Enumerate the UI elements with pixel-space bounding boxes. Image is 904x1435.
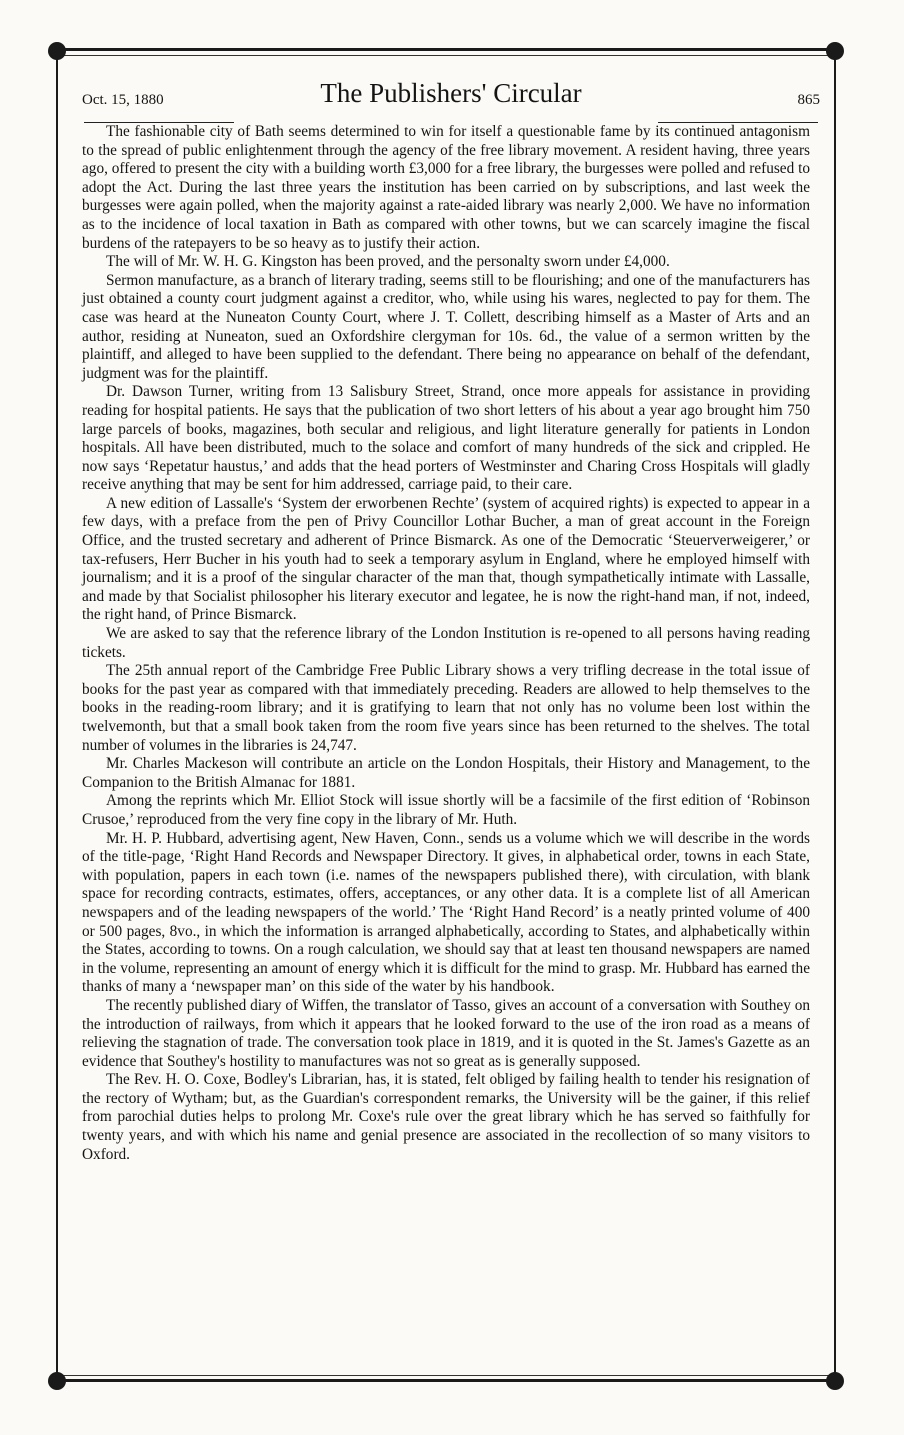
paragraph: The will of Mr. W. H. G. Kingston has been proved, and the personalty sworn under £4,000. <box>106 253 670 271</box>
paragraph: The fashionable city of Bath seems determined to win for itself a questionable fame by its continued antagonism to the spread of public enlightenment through the agency of the free library movement. A resident having, three years ago, offered to present the city with a building worth £3,000 for a free library, the burgesses were polled and refused to adopt the Act. During the last three years the institution has been carried on by subscriptions, and last week the burgesses were again polled, when the majority against a rate-aided library was nearly 2,000. We have no information as to the incidence of local taxation in Bath as compared with other towns, but we can scarcely imagine the fiscal burdens of the ratepayers to be so heavy as to justify their action. <box>82 123 810 252</box>
paragraph: The recently published diary of Wiffen, the translator of Tasso, gives an account of a conversation with Southey on the introduction of railways, from which it appears that he looked forward to the use of the iron road as a means of relieving the stagnation of trade. The conversation took place in 1819, and it is quoted in the St. James's Gazette as an evidence that Southey's hostility to manufactures was not so great as is generally supposed. <box>82 996 810 1070</box>
publication-title: The Publishers' Circular <box>320 78 582 108</box>
corner-ornament-icon <box>826 42 844 60</box>
paragraph: The Rev. H. O. Coxe, Bodley's Librarian, has, it is stated, felt obliged by failing health to tender his resignation of the rectory of Wytham; but, as the Guardian's correspondent remarks, the University will be the gainer, if this relief from parochial duties helps to prolong Mr. Coxe's rule over the great library which he has served so faithfully for twenty years, and with which his name and genial presence are associated in the recollection of so many visitors to Oxford. <box>82 1071 810 1163</box>
bottom-rule <box>60 1379 832 1382</box>
corner-ornament-icon <box>826 1372 844 1390</box>
page-number: 865 <box>797 92 820 108</box>
bottom-rule-thin <box>60 1375 832 1376</box>
running-header <box>82 78 820 118</box>
paragraph: Sermon manufacture, as a branch of literary trading, seems still to be flourishing; and one of the manufacturers has just obtained a county court judgment against a creditor, who, while using his wares, neglected to pay for them. The case was heard at the Nuneaton County Court, where J. T. Collett, describing himself as a Master of Arts and an author, residing at Nuneaton, sued an Oxfordshire clergyman for 10s. 6d., the value of a sermon written by the plaintiff, and alleged to have been supplied to the defendant. There being no appearance on behalf of the defendant, judgment was for the plaintiff. <box>82 271 810 382</box>
corner-ornament-icon <box>48 42 66 60</box>
top-rule <box>60 48 832 51</box>
top-rule-thin <box>60 55 832 56</box>
issue-date: Oct. 15, 1880 <box>82 92 164 108</box>
paragraph: We are asked to say that the reference library of the London Institution is re-opened to all persons having reading tickets. <box>82 625 810 661</box>
left-rule <box>56 48 58 1382</box>
paragraph: Among the reprints which Mr. Elliot Stock will issue shortly will be a facsimile of the first edition of ‘Robinson Crusoe,’ reproduced from the very fine copy in the library of Mr. Huth. <box>82 792 810 828</box>
article-body <box>82 123 810 1164</box>
paragraph: Dr. Dawson Turner, writing from 13 Salisbury Street, Strand, once more appeals for assistance in providing reading for hospital patients. He says that the publication of two short letters of his about a year ago brought him 750 large parcels of books, magazines, both secular and religious, and light literature generally for patients in London hospitals. All have been distributed, much to the solace and comfort of many hundreds of the sick and crippled. He now says ‘Repetatur haustus,’ and adds that the head porters of Westminster and Charing Cross Hospitals will gladly receive anything that may be sent for him addressed, carriage paid, to their care. <box>82 383 810 494</box>
paragraph: Mr. H. P. Hubbard, advertising agent, New Haven, Conn., sends us a volume which we will describe in the words of the title-page, ‘Right Hand Records and Newspaper Directory. It gives, in alphabetical order, towns in each State, with population, papers in each town (i.e. names of the newspapers published there), with circulation, with blank space for recording contracts, estimates, offers, acceptances, or any other data. It is a complete list of all American newspapers and of the leading newspapers of the world.’ The ‘Right Hand Record’ is a neatly printed volume of 400 or 500 pages, 8vo., in which the information is arranged alphabetically, according to States, and alphabetically within the States, according to towns. On a rough calculation, we should say that at least ten thousand newspapers are named in the volume, representing an amount of energy which it is difficult for the mind to grasp. Mr. Hubbard has earned the thanks of many a ‘newspaper man’ on this side of the water by his handbook. <box>82 829 810 996</box>
corner-ornament-icon <box>48 1372 66 1390</box>
paragraph: A new edition of Lassalle's ‘System der erworbenen Rechte’ (system of acquired rights) is expected to appear in a few days, with a preface from the pen of Privy Councillor Lothar Bucher, a man of great account in the Foreign Office, and the trusted secretary and adherent of Prince Bismarck. As one of the Democratic ‘Steuerverweigerer,’ or tax-refusers, Herr Bucher in his youth had to seek a temporary asylum in England, where he employed himself with journalism; and it is a proof of the singular character of the man that, though sympathetically intimate with Lassalle, and made by that Socialist philosopher his literary executor and legatee, he is now the right-hand man, if not, indeed, the right hand, of Prince Bismarck. <box>82 494 810 624</box>
paragraph: The 25th annual report of the Cambridge Free Public Library shows a very trifling decrease in the total issue of books for the past year as compared with that immediately preceding. Readers are allowed to help themselves to the books in the reading-room library; and it is gratifying to learn that not only has no volume been lost within the twelvemonth, but that a small book taken from the room five years since has been returned to the shelves. The total number of volumes in the libraries is 24,747. <box>82 662 810 754</box>
paragraph: Mr. Charles Mackeson will contribute an article on the London Hospitals, their History and Management, to the Companion to the British Almanac for 1881. <box>82 755 810 791</box>
right-rule <box>834 48 836 1382</box>
